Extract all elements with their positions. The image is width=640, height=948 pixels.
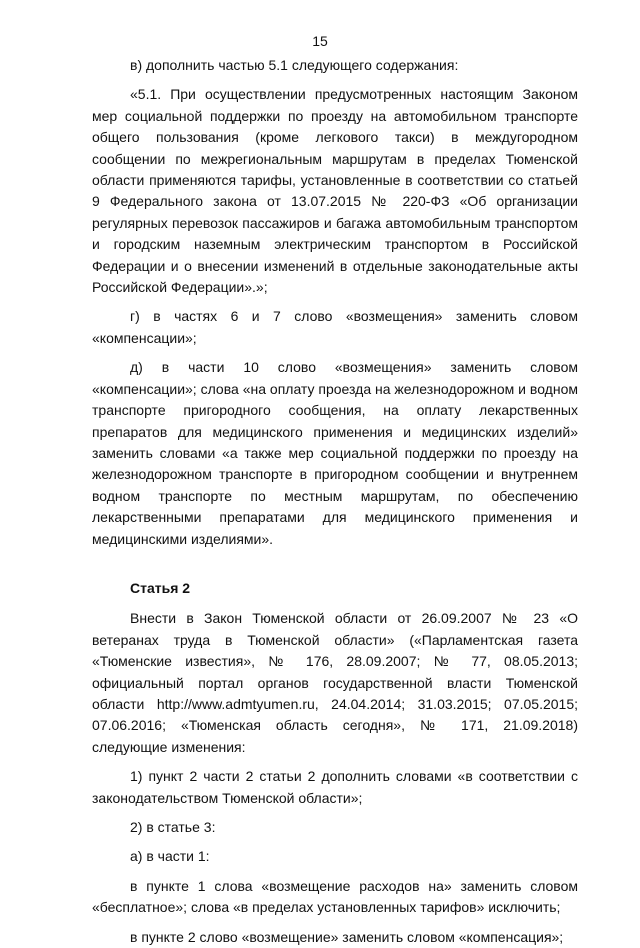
- paragraph-d-part-10: д) в части 10 слово «возмещения» заменить словом «компенсации»; слова «на оплату проезда на железнодорожном и водном транспорте пригородного сообщения, на оплату лекарственных препаратов для медицинского применения и медицинских изделий» заменить словами «а также мер социальной поддержки по проезду на железнодорожном транспорте в пригородном сообщении и внутреннем водном транспорте по местным маршрутам, по обеспечению лекарственными препаратами для медицинского применения и медицинскими изделиями».: [92, 359, 578, 547]
- paragraph-g-parts-6-7: г) в частях 6 и 7 слово «возмещения» заменить словом «компенсации»;: [92, 308, 578, 346]
- paragraph-v-add-part-5-1: в) дополнить частью 5.1 следующего содержания:: [130, 57, 459, 73]
- paragraph-amend-law-23: Внести в Закон Тюменской области от 26.09.2007 № 23 «О ветеранах труда в Тюменской области» («Парламентская газета «Тюменские известия», № 176, 28.09.2007; № 77, 08.05.2013; официальный портал органов государственной власти Тюменской области http://www.admtyumen.ru, 24.04.2014; 31.03.2015; 07.05.2015; 07.06.2016; «Тюменская область сегодня», № 171, 21.09.2018) следующие изменения:: [92, 610, 578, 755]
- document-body: [92, 55, 578, 948]
- paragraph-point-2: в пункте 2 слово «возмещение» заменить словом «компенсация»;: [130, 928, 564, 945]
- page-number: 15: [312, 33, 328, 49]
- paragraph-item-1: 1) пункт 2 части 2 статьи 2 дополнить словами «в соответствии с законодательством Тюменской области»;: [92, 768, 578, 806]
- paragraph-item-2: 2) в статье 3:: [130, 819, 216, 835]
- paragraph-quoted-part-5-1: «5.1. При осуществлении предусмотренных настоящим Законом мер социальной поддержки по проезду на автомобильном транспорте общего пользования (кроме легкового такси) в междугородном сообщении по межрегиональным маршрутам в пределах Тюменской области применяются тарифы, установленные в соответствии со статьей 9 Федерального закона от 13.07.2015 № 220-ФЗ «Об организации регулярных перевозок пассажиров и багажа автомобильным транспортом и городским наземным электрическим транспортом в Российской Федерации и о внесении изменений в отдельные законодательные акты Российской Федерации».»;: [92, 86, 578, 296]
- paragraph-point-1: в пункте 1 слова «возмещение расходов на» заменить словом «бесплатное»; слова «в пределах установленных тарифов» исключить;: [92, 877, 578, 916]
- article-2-heading: Статья 2: [130, 579, 191, 596]
- paragraph-item-a: а) в части 1:: [130, 848, 210, 865]
